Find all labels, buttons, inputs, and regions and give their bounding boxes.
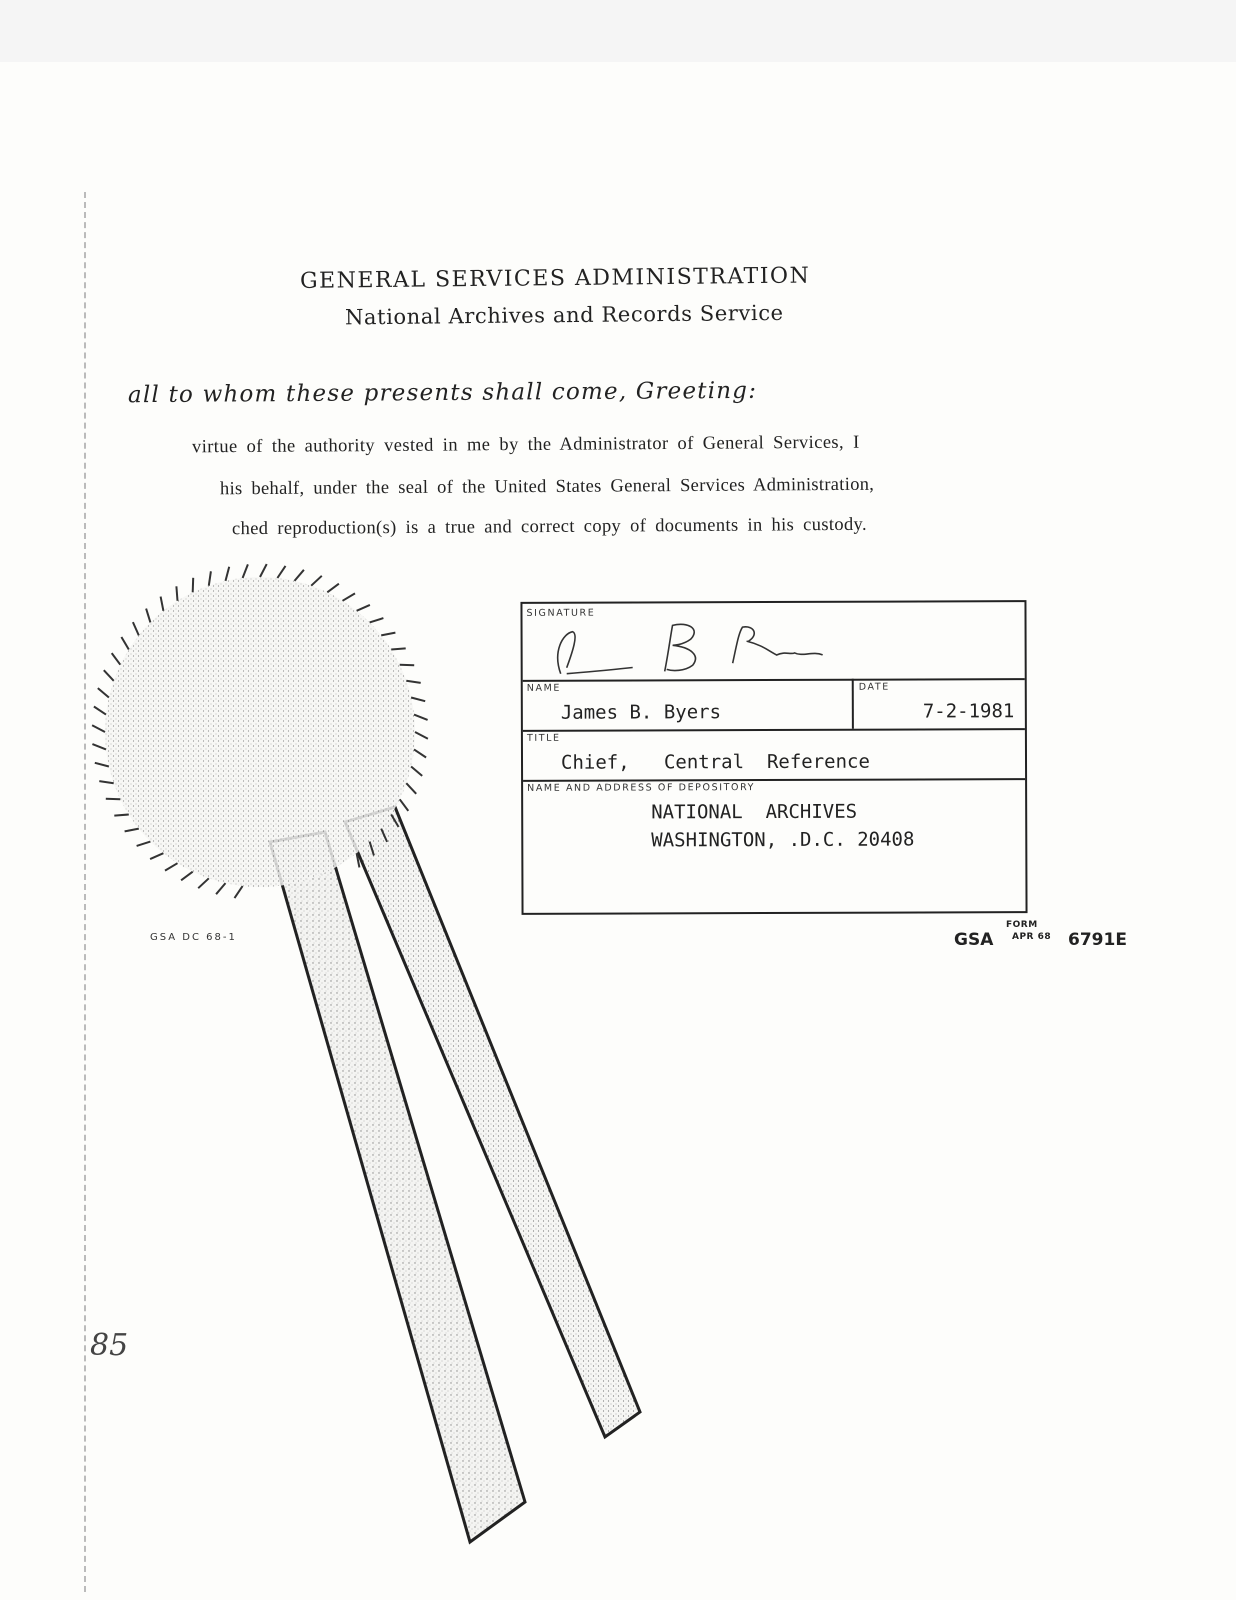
- title-label: TITLE: [526, 732, 561, 744]
- date-label: DATE: [858, 681, 890, 693]
- agency-heading: GENERAL SERVICES ADMINISTRATION: [299, 263, 811, 294]
- depository-line-1: NATIONAL ARCHIVES: [651, 800, 858, 824]
- greeting-line: all to whom these presents shall come, Greeting:: [127, 377, 758, 409]
- body-line-1: virtue of the authority vested in me by the Administrator of General Services, I: [191, 432, 860, 458]
- depository-line-2: WASHINGTON, .D.C. 20408: [651, 828, 915, 852]
- signature-label: SIGNATURE: [526, 607, 596, 619]
- name-date-row: [523, 678, 1025, 732]
- body-line-2: his behalf, under the seal of the United States General Services Administration,: [219, 474, 875, 500]
- name-value: James B. Byers: [560, 701, 722, 724]
- form-number-block: [954, 920, 1134, 956]
- depository-row: [523, 778, 1025, 917]
- service-subheading: National Archives and Records Service: [344, 300, 784, 330]
- date-value: 7-2-1981: [922, 700, 1015, 723]
- form-number: 6791E: [1068, 930, 1127, 950]
- title-row: [523, 728, 1025, 782]
- handwritten-signature: [532, 611, 852, 682]
- body-line-3: ched reproduction(s) is a true and correct copy of documents in his custody.: [231, 514, 867, 540]
- handwritten-page-number: 85: [90, 1328, 129, 1363]
- name-label: NAME: [526, 682, 561, 694]
- title-value: Chief, Central Reference: [560, 750, 870, 774]
- certificate-page: [0, 62, 1236, 1600]
- depository-label: NAME AND ADDRESS OF DEPOSITORY: [527, 782, 756, 794]
- scan-top-margin: [0, 0, 1236, 62]
- signature-row: [522, 602, 1024, 682]
- form-word: FORM: [1006, 920, 1038, 930]
- certification-form: [520, 600, 1027, 915]
- seal-disc: [105, 577, 415, 887]
- name-date-divider: [852, 679, 854, 729]
- gsa-mark: GSA: [954, 930, 994, 950]
- seal-code: GSA DC 68-1: [150, 932, 237, 943]
- form-date: APR 68: [1012, 932, 1052, 942]
